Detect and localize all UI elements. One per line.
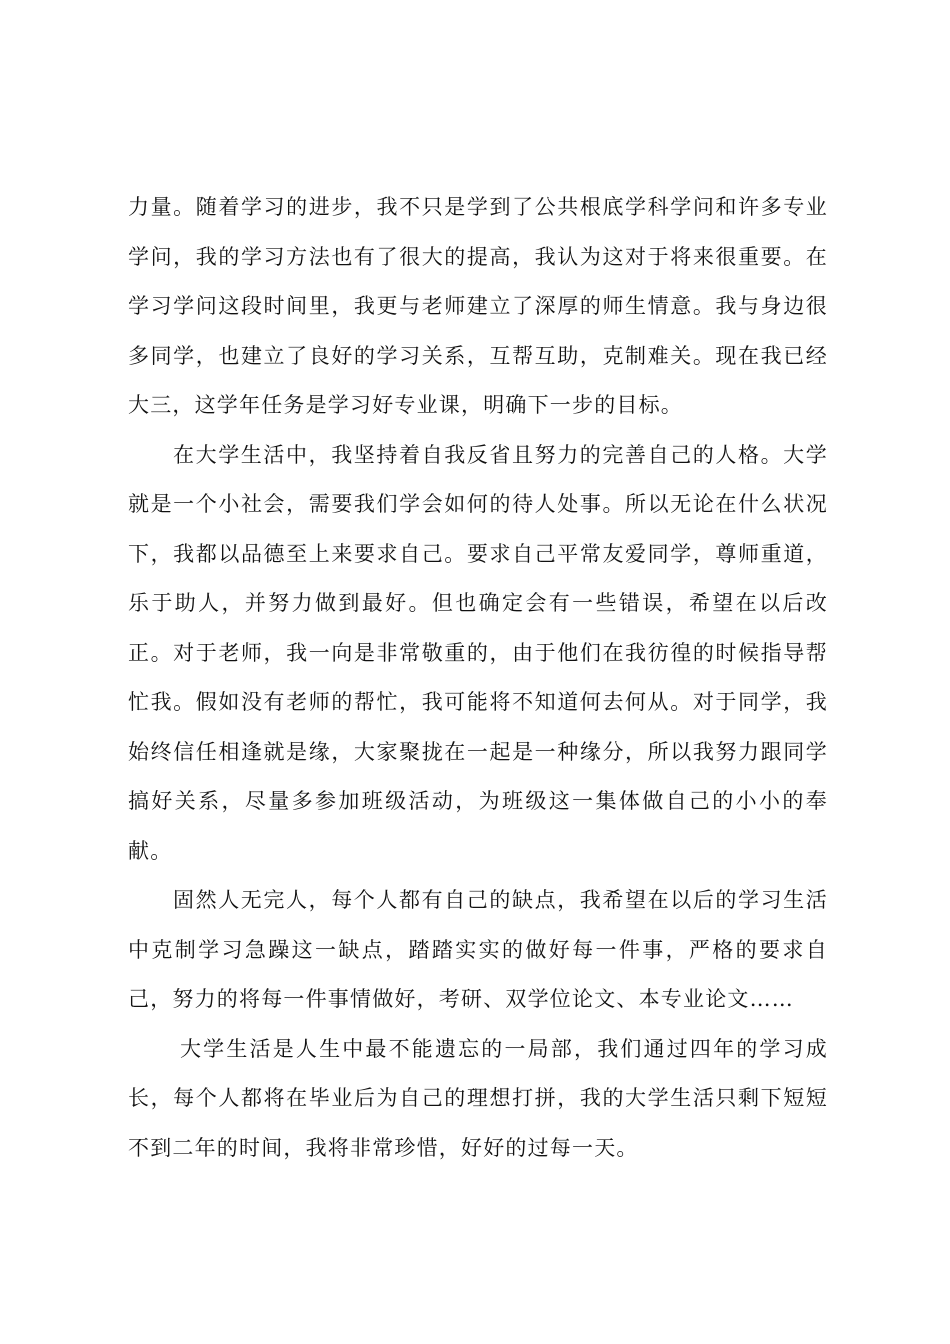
- paragraph-2: 在大学生活中，我坚持着自我反省且努力的完善自己的人格。大学就是一个小社会，需要我们学会如何的待人处事。所以无论在什么状况下，我都以品德至上来要求自己。要求自己平常友爱同学，尊师重道，乐于助人，并努力做到最好。但也确定会有一些错误，希望在以后改正。对于老师，我一向是非常敬重的，由于他们在我彷徨的时候指导帮忙我。假如没有老师的帮忙，我可能将不知道何去何从。对于同学，我始终信任相逢就是缘，大家聚拢在一起是一种缘分，所以我努力跟同学搞好关系，尽量多参加班级活动，为班级这一集体做自己的小小的奉献。: [128, 442, 828, 863]
- body-text: [128, 183, 828, 1173]
- paragraph-3: 固然人无完人，每个人都有自己的缺点，我希望在以后的学习生活中克制学习急躁这一缺点，踏踏实实的做好每一件事，严格的要求自己，努力的将每一件事情做好，考研、双学位论文、本专业论文……: [128, 888, 828, 1011]
- paragraph-1: 力量。随着学习的进步，我不只是学到了公共根底学科学问和许多专业学问，我的学习方法也有了很大的提高，我认为这对于将来很重要。在学习学问这段时间里，我更与老师建立了深厚的师生情意。我与身边很多同学，也建立了良好的学习关系，互帮互助，克制难关。现在我已经大三，这学年任务是学习好专业课，明确下一步的目标。: [128, 195, 828, 417]
- paragraph-4: 大学生活是人生中最不能遗忘的一局部，我们通过四年的学习成长，每个人都将在毕业后为自己的理想打拼，我的大学生活只剩下短短不到二年的时间，我将非常珍惜，好好的过每一天。: [128, 1036, 828, 1160]
